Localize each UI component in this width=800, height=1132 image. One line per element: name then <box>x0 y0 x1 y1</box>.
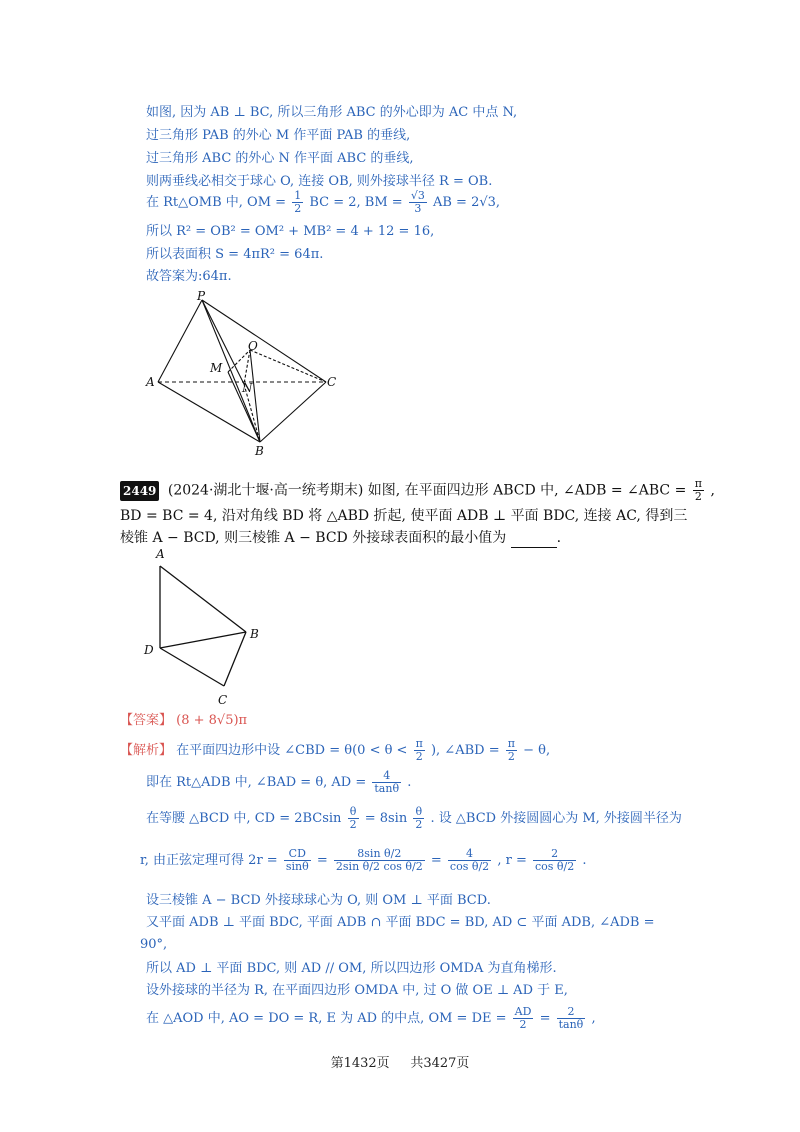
fraction-num: π <box>694 477 703 490</box>
solution-line-5 <box>146 190 500 215</box>
solution-line-5-mid: BC = 2, BM = <box>309 195 403 210</box>
answer-line <box>120 712 247 730</box>
analysis-text: ), ∠ABD = <box>430 743 500 758</box>
fraction-sqrt3 <box>409 190 427 215</box>
fraction-den: 3 <box>414 202 422 215</box>
problem-text-3-end: . <box>556 530 562 546</box>
fraction-2-over-tan <box>557 1006 586 1031</box>
analysis-text: 在平面四边形中设 ∠CBD = θ(0 < θ < <box>176 743 408 758</box>
fraction-num: CD <box>284 848 311 861</box>
fraction-den: 2 <box>415 818 423 831</box>
fraction-den: 2 <box>519 1018 527 1031</box>
analysis-text: . <box>407 775 412 790</box>
problem-line-3 <box>120 528 561 548</box>
fraction-cd-over-sin <box>284 848 311 873</box>
label-A: A <box>156 547 165 561</box>
problem-text-3: 棱锥 A − BCD, 则三棱锥 A − BCD 外接球表面积的最小值为 <box>120 530 507 546</box>
solution-line-6: 所以 R² = OB² = OM² + MB² = 4 + 12 = 16, <box>146 224 435 239</box>
problem-line-2: BD = BC = 4, 沿对角线 BD 将 △ABD 折起, 使平面 ADB ⊥ 平面 BDC, 连接 AC, 得到三 <box>120 508 688 524</box>
solution-line-5-suffix: AB = 2√3, <box>432 195 501 210</box>
label-A: A <box>146 375 155 389</box>
fraction-den: tanθ <box>558 1018 584 1031</box>
edge-CB <box>260 382 326 442</box>
segment-OC <box>250 350 326 382</box>
fraction-half <box>292 190 303 215</box>
fraction-4-over-cos <box>448 848 491 873</box>
analysis-text: = <box>539 1011 551 1026</box>
fraction-den: sinθ <box>285 860 309 873</box>
fraction-den: 2 <box>349 818 357 831</box>
fraction-double-angle <box>334 848 425 873</box>
fraction-den: tanθ <box>374 782 400 795</box>
fraction-pi-over-2 <box>506 738 517 763</box>
edge-PA <box>158 300 202 382</box>
solution-line-8: 故答案为:64π. <box>146 269 232 284</box>
problem-source: (2024·湖北十堰·高一统考期末) <box>167 482 364 499</box>
analysis-line-8: 所以 AD ⊥ 平面 BDC, 则 AD // OM, 所以四边形 OMDA 为直角梯形. <box>146 961 557 976</box>
fraction-den: 2 <box>507 750 515 763</box>
answer-blank <box>511 533 557 548</box>
fraction-den: 2sin θ/2 cos θ/2 <box>335 860 423 873</box>
segment-OB <box>250 350 260 442</box>
fraction-den: cos θ/2 <box>449 860 490 873</box>
label-N: N <box>242 381 253 395</box>
fraction-theta-over-2 <box>413 806 424 831</box>
page-number: 第1432页 <box>330 1056 390 1071</box>
analysis-line-9: 设外接球的半径为 R, 在平面四边形 OMDA 中, 过 O 做 OE ⊥ AD 于 E, <box>146 983 568 998</box>
fraction-num: 2 <box>533 848 576 861</box>
analysis-text: = <box>316 853 328 868</box>
problem-number-badge: 2449 <box>120 481 159 501</box>
fraction-num: 4 <box>448 848 491 861</box>
analysis-text: = 8sin <box>364 811 408 826</box>
fraction-num: AD <box>514 1005 532 1018</box>
label-B: B <box>250 627 259 641</box>
analysis-text: , r = <box>497 853 527 868</box>
analysis-text: 在 △AOD 中, AO = DO = R, E 为 AD 的中点, OM = DE = <box>146 1011 507 1026</box>
problem-line-1 <box>120 478 715 503</box>
fraction-num: θ <box>413 806 424 819</box>
fraction-num: 1 <box>294 189 302 202</box>
analysis-line-4 <box>140 848 587 873</box>
fraction-den: 2 <box>694 490 702 503</box>
edge-AB <box>160 566 246 632</box>
fraction-2-over-cos <box>533 848 576 873</box>
edge-BC <box>224 632 246 686</box>
analysis-line-2 <box>146 770 411 795</box>
analysis-line-10 <box>146 1006 596 1031</box>
analysis-text: 即在 Rt△ADB 中, ∠BAD = θ, AD = <box>146 775 367 790</box>
fraction-theta-over-2 <box>348 806 359 831</box>
fraction-den: 2 <box>415 750 423 763</box>
analysis-line-6: 又平面 ADB ⊥ 平面 BDC, 平面 ADB ∩ 平面 BDC = BD, AD ⊂ 平面 ADB, ∠ADB = <box>146 915 655 930</box>
segment-PN <box>202 300 244 384</box>
fraction-4-over-tan <box>372 770 401 795</box>
fraction-num: 8sin θ/2 <box>334 848 425 861</box>
analysis-line-1 <box>120 738 550 763</box>
analysis-text: r, 由正弦定理可得 2r = <box>140 853 278 868</box>
analysis-line-7: 90°, <box>140 937 168 952</box>
solution-line-7: 所以表面积 S = 4πR² = 64π. <box>146 247 324 262</box>
fraction-num: θ <box>348 806 359 819</box>
label-B: B <box>255 444 264 458</box>
label-C: C <box>218 693 228 707</box>
analysis-text: 在等腰 △BCD 中, CD = 2BCsin <box>146 811 342 826</box>
analysis-tag: 【解析】 <box>120 743 173 758</box>
analysis-text: , <box>591 1011 596 1026</box>
label-D: D <box>144 643 154 657</box>
quadrilateral-figure-2 <box>140 546 270 712</box>
problem-text-1-end: , <box>710 482 715 499</box>
problem-text-1: 如图, 在平面四边形 ABCD 中, ∠ADB = ∠ABC = <box>367 482 687 499</box>
total-pages: 共3427页 <box>410 1056 470 1071</box>
answer-tag: 【答案】 <box>120 713 173 728</box>
analysis-line-5: 设三棱锥 A − BCD 外接球球心为 O, 则 OM ⊥ 平面 BCD. <box>146 893 491 908</box>
fraction-num: 4 <box>372 770 401 783</box>
analysis-text: = <box>430 853 442 868</box>
label-O: O <box>248 339 258 353</box>
edge-DB <box>160 632 246 648</box>
fraction-den: cos θ/2 <box>534 860 575 873</box>
solution-line-4: 则两垂线必相交于球心 O, 连接 OB, 则外接球半径 R = OB. <box>146 174 493 189</box>
answer-value: (8 + 8√5)π <box>176 713 248 728</box>
solution-line-1: 如图, 因为 AB ⊥ BC, 所以三角形 ABC 的外心即为 AC 中点 N, <box>146 105 518 120</box>
label-C: C <box>327 375 337 389</box>
solution-line-3: 过三角形 ABC 的外心 N 作平面 ABC 的垂线, <box>146 151 414 166</box>
fraction-num: π <box>507 737 515 750</box>
solution-line-2: 过三角形 PAB 的外心 M 作平面 PAB 的垂线, <box>146 128 411 143</box>
page-footer <box>0 1052 800 1071</box>
analysis-text: . 设 △BCD 外接圆圆心为 M, 外接圆半径为 <box>430 811 682 826</box>
fraction-ad-over-2 <box>513 1006 534 1031</box>
fraction-pi-over-2 <box>693 478 704 503</box>
pyramid-figure-1 <box>140 288 350 460</box>
analysis-text: − θ, <box>523 743 551 758</box>
analysis-line-3 <box>146 806 682 831</box>
solution-line-5-prefix: 在 Rt△OMB 中, OM = <box>146 195 287 210</box>
label-P: P <box>197 289 206 303</box>
edge-DC <box>160 648 224 686</box>
segment-MO <box>228 350 250 372</box>
fraction-num: √3 <box>410 189 425 202</box>
fraction-den: 2 <box>294 202 302 215</box>
fraction-num: π <box>415 737 423 750</box>
fraction-pi-over-2 <box>414 738 425 763</box>
fraction-num: 2 <box>557 1006 586 1019</box>
label-M: M <box>210 361 223 375</box>
segment-ON <box>244 350 250 384</box>
analysis-text: . <box>582 853 587 868</box>
